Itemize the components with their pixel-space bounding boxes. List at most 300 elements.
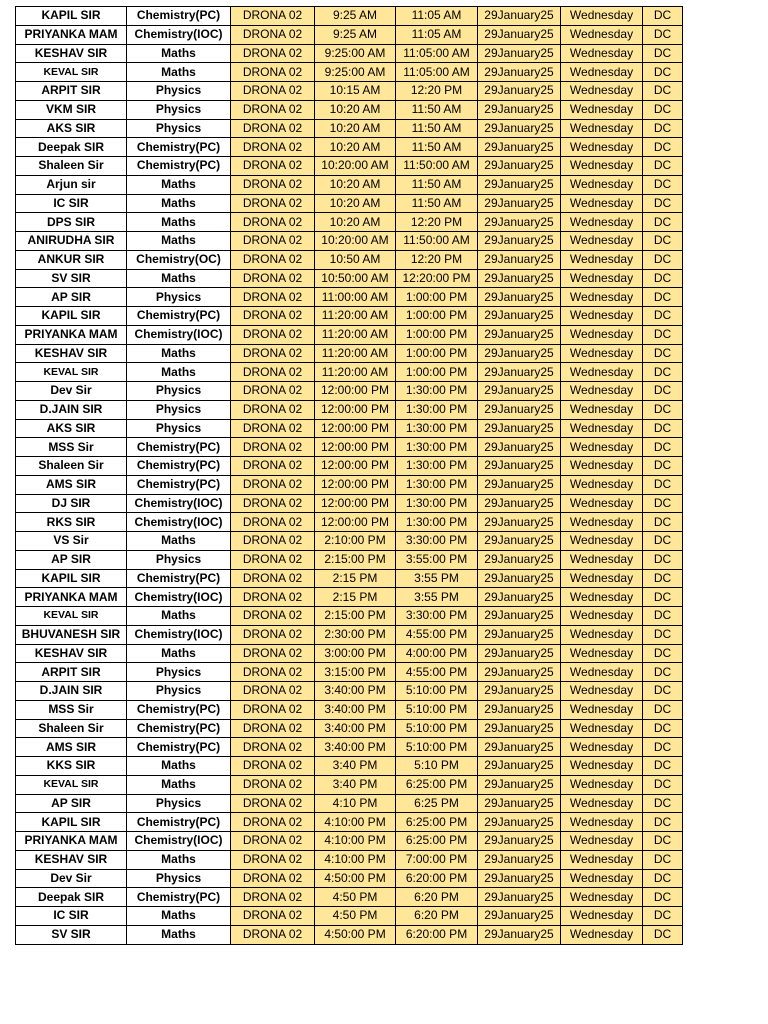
date-cell: 29January25 (478, 869, 561, 888)
subject-cell: Physics (127, 794, 231, 813)
teacher-cell: KAPIL SIR (16, 7, 127, 26)
end-time-cell: 11:50 AM (396, 100, 478, 119)
day-cell: Wednesday (561, 138, 643, 157)
teacher-cell: PRIYANKA MAM (16, 832, 127, 851)
start-time-cell: 9:25 AM (315, 25, 396, 44)
end-time-cell: 11:50:00 AM (396, 157, 478, 176)
end-time-cell: 3:55 PM (396, 569, 478, 588)
date-cell: 29January25 (478, 569, 561, 588)
date-cell: 29January25 (478, 532, 561, 551)
teacher-cell: IC SIR (16, 194, 127, 213)
day-cell: Wednesday (561, 757, 643, 776)
table-row (16, 138, 683, 157)
teacher-cell: KAPIL SIR (16, 307, 127, 326)
start-time-cell: 9:25 AM (315, 7, 396, 26)
table-row (16, 307, 683, 326)
end-time-cell: 5:10:00 PM (396, 682, 478, 701)
subject-cell: Maths (127, 63, 231, 82)
subject-cell: Maths (127, 232, 231, 251)
subject-cell: Physics (127, 869, 231, 888)
teacher-cell: KEVAL SIR (16, 607, 127, 626)
start-time-cell: 12:00:00 PM (315, 457, 396, 476)
table-row (16, 757, 683, 776)
code-cell: DC (643, 700, 683, 719)
table-row (16, 438, 683, 457)
subject-cell: Chemistry(PC) (127, 738, 231, 757)
day-cell: Wednesday (561, 888, 643, 907)
end-time-cell: 6:20 PM (396, 888, 478, 907)
day-cell: Wednesday (561, 644, 643, 663)
teacher-cell: AMS SIR (16, 738, 127, 757)
room-cell: DRONA 02 (231, 907, 315, 926)
teacher-cell: Shaleen Sir (16, 157, 127, 176)
table-row (16, 550, 683, 569)
subject-cell: Maths (127, 213, 231, 232)
start-time-cell: 10:15 AM (315, 82, 396, 101)
day-cell: Wednesday (561, 232, 643, 251)
room-cell: DRONA 02 (231, 194, 315, 213)
date-cell: 29January25 (478, 269, 561, 288)
teacher-cell: IC SIR (16, 907, 127, 926)
day-cell: Wednesday (561, 569, 643, 588)
code-cell: DC (643, 569, 683, 588)
subject-cell: Physics (127, 550, 231, 569)
subject-cell: Maths (127, 907, 231, 926)
table-row (16, 44, 683, 63)
start-time-cell: 9:25:00 AM (315, 63, 396, 82)
start-time-cell: 4:50 PM (315, 888, 396, 907)
day-cell: Wednesday (561, 925, 643, 944)
table-row (16, 119, 683, 138)
day-cell: Wednesday (561, 813, 643, 832)
table-row (16, 457, 683, 476)
code-cell: DC (643, 738, 683, 757)
date-cell: 29January25 (478, 213, 561, 232)
start-time-cell: 3:40:00 PM (315, 700, 396, 719)
table-row (16, 494, 683, 513)
table-row (16, 513, 683, 532)
teacher-cell: PRIYANKA MAM (16, 588, 127, 607)
end-time-cell: 1:30:00 PM (396, 457, 478, 476)
date-cell: 29January25 (478, 63, 561, 82)
subject-cell: Maths (127, 194, 231, 213)
room-cell: DRONA 02 (231, 119, 315, 138)
room-cell: DRONA 02 (231, 794, 315, 813)
day-cell: Wednesday (561, 550, 643, 569)
day-cell: Wednesday (561, 738, 643, 757)
room-cell: DRONA 02 (231, 213, 315, 232)
code-cell: DC (643, 138, 683, 157)
code-cell: DC (643, 213, 683, 232)
subject-cell: Chemistry(PC) (127, 719, 231, 738)
end-time-cell: 1:00:00 PM (396, 288, 478, 307)
date-cell: 29January25 (478, 663, 561, 682)
code-cell: DC (643, 232, 683, 251)
table-row (16, 832, 683, 851)
end-time-cell: 1:00:00 PM (396, 344, 478, 363)
end-time-cell: 4:55:00 PM (396, 663, 478, 682)
date-cell: 29January25 (478, 344, 561, 363)
day-cell: Wednesday (561, 157, 643, 176)
day-cell: Wednesday (561, 288, 643, 307)
teacher-cell: MSS Sir (16, 438, 127, 457)
end-time-cell: 1:30:00 PM (396, 382, 478, 401)
code-cell: DC (643, 457, 683, 476)
table-row (16, 813, 683, 832)
end-time-cell: 11:05 AM (396, 7, 478, 26)
day-cell: Wednesday (561, 382, 643, 401)
teacher-cell: KESHAV SIR (16, 44, 127, 63)
table-row (16, 607, 683, 626)
end-time-cell: 1:00:00 PM (396, 307, 478, 326)
room-cell: DRONA 02 (231, 363, 315, 382)
table-row (16, 194, 683, 213)
date-cell: 29January25 (478, 175, 561, 194)
room-cell: DRONA 02 (231, 457, 315, 476)
code-cell: DC (643, 832, 683, 851)
start-time-cell: 12:00:00 PM (315, 494, 396, 513)
room-cell: DRONA 02 (231, 400, 315, 419)
day-cell: Wednesday (561, 719, 643, 738)
end-time-cell: 5:10:00 PM (396, 700, 478, 719)
table-row (16, 663, 683, 682)
subject-cell: Chemistry(IOC) (127, 625, 231, 644)
date-cell: 29January25 (478, 925, 561, 944)
code-cell: DC (643, 550, 683, 569)
start-time-cell: 3:40:00 PM (315, 738, 396, 757)
room-cell: DRONA 02 (231, 588, 315, 607)
start-time-cell: 4:10:00 PM (315, 813, 396, 832)
subject-cell: Chemistry(PC) (127, 7, 231, 26)
subject-cell: Chemistry(PC) (127, 475, 231, 494)
schedule-table (15, 6, 683, 945)
date-cell: 29January25 (478, 138, 561, 157)
day-cell: Wednesday (561, 832, 643, 851)
end-time-cell: 1:00:00 PM (396, 325, 478, 344)
date-cell: 29January25 (478, 794, 561, 813)
table-row (16, 475, 683, 494)
room-cell: DRONA 02 (231, 532, 315, 551)
teacher-cell: KKS SIR (16, 757, 127, 776)
code-cell: DC (643, 175, 683, 194)
subject-cell: Chemistry(PC) (127, 813, 231, 832)
date-cell: 29January25 (478, 588, 561, 607)
day-cell: Wednesday (561, 194, 643, 213)
start-time-cell: 12:00:00 PM (315, 438, 396, 457)
start-time-cell: 11:20:00 AM (315, 307, 396, 326)
day-cell: Wednesday (561, 269, 643, 288)
day-cell: Wednesday (561, 588, 643, 607)
room-cell: DRONA 02 (231, 757, 315, 776)
room-cell: DRONA 02 (231, 82, 315, 101)
subject-cell: Chemistry(PC) (127, 700, 231, 719)
date-cell: 29January25 (478, 475, 561, 494)
code-cell: DC (643, 663, 683, 682)
teacher-cell: BHUVANESH SIR (16, 625, 127, 644)
room-cell: DRONA 02 (231, 138, 315, 157)
start-time-cell: 11:00:00 AM (315, 288, 396, 307)
table-row (16, 738, 683, 757)
end-time-cell: 12:20 PM (396, 213, 478, 232)
end-time-cell: 1:30:00 PM (396, 400, 478, 419)
subject-cell: Maths (127, 44, 231, 63)
table-row (16, 100, 683, 119)
start-time-cell: 12:00:00 PM (315, 400, 396, 419)
teacher-cell: Arjun sir (16, 175, 127, 194)
teacher-cell: AP SIR (16, 794, 127, 813)
code-cell: DC (643, 513, 683, 532)
date-cell: 29January25 (478, 250, 561, 269)
day-cell: Wednesday (561, 175, 643, 194)
date-cell: 29January25 (478, 550, 561, 569)
date-cell: 29January25 (478, 157, 561, 176)
teacher-cell: KESHAV SIR (16, 644, 127, 663)
day-cell: Wednesday (561, 363, 643, 382)
day-cell: Wednesday (561, 682, 643, 701)
code-cell: DC (643, 925, 683, 944)
table-row (16, 888, 683, 907)
teacher-cell: RKS SIR (16, 513, 127, 532)
table-row (16, 700, 683, 719)
teacher-cell: DJ SIR (16, 494, 127, 513)
teacher-cell: AP SIR (16, 288, 127, 307)
table-row (16, 63, 683, 82)
day-cell: Wednesday (561, 400, 643, 419)
day-cell: Wednesday (561, 625, 643, 644)
code-cell: DC (643, 419, 683, 438)
start-time-cell: 12:00:00 PM (315, 382, 396, 401)
date-cell: 29January25 (478, 513, 561, 532)
end-time-cell: 5:10 PM (396, 757, 478, 776)
teacher-cell: Deepak SIR (16, 888, 127, 907)
day-cell: Wednesday (561, 700, 643, 719)
end-time-cell: 3:55 PM (396, 588, 478, 607)
table-row (16, 344, 683, 363)
teacher-cell: Shaleen Sir (16, 719, 127, 738)
date-cell: 29January25 (478, 888, 561, 907)
room-cell: DRONA 02 (231, 157, 315, 176)
date-cell: 29January25 (478, 738, 561, 757)
day-cell: Wednesday (561, 532, 643, 551)
table-row (16, 382, 683, 401)
end-time-cell: 6:20 PM (396, 907, 478, 926)
day-cell: Wednesday (561, 250, 643, 269)
day-cell: Wednesday (561, 475, 643, 494)
code-cell: DC (643, 100, 683, 119)
code-cell: DC (643, 888, 683, 907)
start-time-cell: 10:50:00 AM (315, 269, 396, 288)
start-time-cell: 3:40:00 PM (315, 682, 396, 701)
date-cell: 29January25 (478, 607, 561, 626)
date-cell: 29January25 (478, 325, 561, 344)
start-time-cell: 12:00:00 PM (315, 513, 396, 532)
end-time-cell: 11:50 AM (396, 175, 478, 194)
table-row (16, 869, 683, 888)
subject-cell: Chemistry(PC) (127, 888, 231, 907)
date-cell: 29January25 (478, 100, 561, 119)
table-row (16, 775, 683, 794)
date-cell: 29January25 (478, 288, 561, 307)
code-cell: DC (643, 475, 683, 494)
room-cell: DRONA 02 (231, 644, 315, 663)
teacher-cell: SV SIR (16, 269, 127, 288)
room-cell: DRONA 02 (231, 682, 315, 701)
end-time-cell: 6:25:00 PM (396, 813, 478, 832)
end-time-cell: 1:00:00 PM (396, 363, 478, 382)
start-time-cell: 4:50:00 PM (315, 869, 396, 888)
teacher-cell: MSS Sir (16, 700, 127, 719)
date-cell: 29January25 (478, 382, 561, 401)
room-cell: DRONA 02 (231, 625, 315, 644)
code-cell: DC (643, 157, 683, 176)
code-cell: DC (643, 850, 683, 869)
subject-cell: Physics (127, 119, 231, 138)
room-cell: DRONA 02 (231, 494, 315, 513)
date-cell: 29January25 (478, 700, 561, 719)
end-time-cell: 11:05:00 AM (396, 63, 478, 82)
subject-cell: Chemistry(IOC) (127, 325, 231, 344)
room-cell: DRONA 02 (231, 869, 315, 888)
teacher-cell: ANIRUDHA SIR (16, 232, 127, 251)
table-row (16, 269, 683, 288)
teacher-cell: VS Sir (16, 532, 127, 551)
date-cell: 29January25 (478, 757, 561, 776)
room-cell: DRONA 02 (231, 850, 315, 869)
end-time-cell: 11:50 AM (396, 138, 478, 157)
date-cell: 29January25 (478, 307, 561, 326)
code-cell: DC (643, 307, 683, 326)
room-cell: DRONA 02 (231, 888, 315, 907)
table-row (16, 850, 683, 869)
subject-cell: Chemistry(PC) (127, 307, 231, 326)
code-cell: DC (643, 682, 683, 701)
end-time-cell: 4:00:00 PM (396, 644, 478, 663)
date-cell: 29January25 (478, 400, 561, 419)
day-cell: Wednesday (561, 7, 643, 26)
room-cell: DRONA 02 (231, 232, 315, 251)
table-row (16, 719, 683, 738)
subject-cell: Maths (127, 925, 231, 944)
date-cell: 29January25 (478, 719, 561, 738)
room-cell: DRONA 02 (231, 325, 315, 344)
schedule-table-body (16, 7, 683, 945)
table-row (16, 7, 683, 26)
day-cell: Wednesday (561, 775, 643, 794)
teacher-cell: ARPIT SIR (16, 663, 127, 682)
subject-cell: Chemistry(IOC) (127, 588, 231, 607)
subject-cell: Maths (127, 269, 231, 288)
end-time-cell: 3:30:00 PM (396, 607, 478, 626)
start-time-cell: 2:15 PM (315, 569, 396, 588)
subject-cell: Chemistry(IOC) (127, 513, 231, 532)
teacher-cell: SV SIR (16, 925, 127, 944)
end-time-cell: 4:55:00 PM (396, 625, 478, 644)
start-time-cell: 12:00:00 PM (315, 475, 396, 494)
day-cell: Wednesday (561, 344, 643, 363)
subject-cell: Physics (127, 100, 231, 119)
day-cell: Wednesday (561, 438, 643, 457)
end-time-cell: 7:00:00 PM (396, 850, 478, 869)
teacher-cell: Deepak SIR (16, 138, 127, 157)
day-cell: Wednesday (561, 44, 643, 63)
end-time-cell: 1:30:00 PM (396, 438, 478, 457)
room-cell: DRONA 02 (231, 513, 315, 532)
code-cell: DC (643, 63, 683, 82)
subject-cell: Chemistry(PC) (127, 457, 231, 476)
room-cell: DRONA 02 (231, 307, 315, 326)
table-row (16, 325, 683, 344)
subject-cell: Chemistry(IOC) (127, 25, 231, 44)
room-cell: DRONA 02 (231, 607, 315, 626)
date-cell: 29January25 (478, 25, 561, 44)
code-cell: DC (643, 775, 683, 794)
code-cell: DC (643, 82, 683, 101)
code-cell: DC (643, 119, 683, 138)
code-cell: DC (643, 644, 683, 663)
room-cell: DRONA 02 (231, 344, 315, 363)
subject-cell: Maths (127, 532, 231, 551)
subject-cell: Chemistry(OC) (127, 250, 231, 269)
subject-cell: Maths (127, 644, 231, 663)
end-time-cell: 3:30:00 PM (396, 532, 478, 551)
end-time-cell: 12:20 PM (396, 82, 478, 101)
subject-cell: Physics (127, 682, 231, 701)
start-time-cell: 3:40:00 PM (315, 719, 396, 738)
subject-cell: Physics (127, 382, 231, 401)
date-cell: 29January25 (478, 438, 561, 457)
room-cell: DRONA 02 (231, 7, 315, 26)
subject-cell: Chemistry(PC) (127, 138, 231, 157)
date-cell: 29January25 (478, 7, 561, 26)
subject-cell: Chemistry(PC) (127, 157, 231, 176)
table-row (16, 25, 683, 44)
end-time-cell: 12:20:00 PM (396, 269, 478, 288)
code-cell: DC (643, 269, 683, 288)
day-cell: Wednesday (561, 25, 643, 44)
start-time-cell: 4:50 PM (315, 907, 396, 926)
teacher-cell: DPS SIR (16, 213, 127, 232)
table-row (16, 907, 683, 926)
table-row (16, 250, 683, 269)
start-time-cell: 3:40 PM (315, 775, 396, 794)
date-cell: 29January25 (478, 644, 561, 663)
start-time-cell: 2:10:00 PM (315, 532, 396, 551)
start-time-cell: 10:20 AM (315, 138, 396, 157)
code-cell: DC (643, 869, 683, 888)
subject-cell: Chemistry(IOC) (127, 832, 231, 851)
end-time-cell: 11:50:00 AM (396, 232, 478, 251)
start-time-cell: 11:20:00 AM (315, 363, 396, 382)
end-time-cell: 11:50 AM (396, 119, 478, 138)
start-time-cell: 2:15:00 PM (315, 550, 396, 569)
code-cell: DC (643, 438, 683, 457)
code-cell: DC (643, 907, 683, 926)
table-row (16, 157, 683, 176)
end-time-cell: 5:10:00 PM (396, 719, 478, 738)
table-row (16, 588, 683, 607)
room-cell: DRONA 02 (231, 700, 315, 719)
table-row (16, 288, 683, 307)
end-time-cell: 12:20 PM (396, 250, 478, 269)
day-cell: Wednesday (561, 119, 643, 138)
table-row (16, 175, 683, 194)
day-cell: Wednesday (561, 213, 643, 232)
start-time-cell: 4:10:00 PM (315, 850, 396, 869)
code-cell: DC (643, 607, 683, 626)
room-cell: DRONA 02 (231, 269, 315, 288)
table-row (16, 400, 683, 419)
end-time-cell: 11:05:00 AM (396, 44, 478, 63)
